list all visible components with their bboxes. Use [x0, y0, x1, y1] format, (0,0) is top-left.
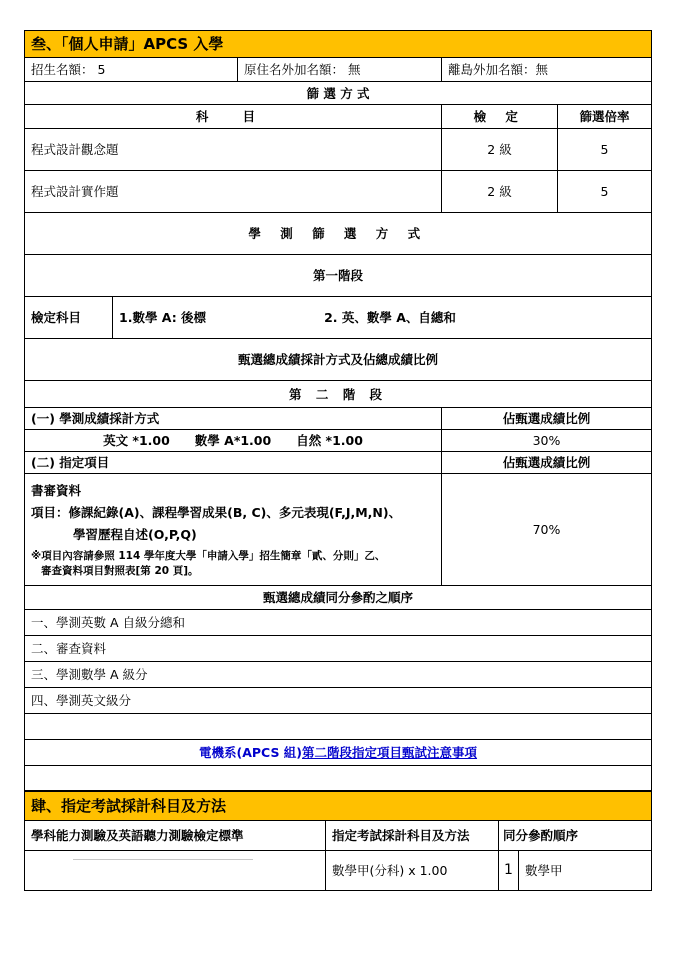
island-quota: 離島外加名額：無 [442, 58, 652, 82]
order-num: 1 [499, 851, 519, 891]
list-item [25, 610, 652, 636]
part1-ratio: 30% [442, 430, 652, 452]
review-title: 書審資料 [31, 483, 82, 498]
exam-col-2: 指定考試採計科目及方法 [326, 821, 499, 851]
stage2-title: 第 二 階 段 [25, 381, 652, 408]
weights: 英文 *1.00 數學 A*1.00 自然 *1.00 [25, 430, 442, 452]
enroll-quota: 招生名額： 5 [25, 58, 238, 82]
blank-row-2 [25, 766, 652, 791]
section4-title: 肆、指定考試採計科目及方法 [25, 792, 652, 821]
notice-link[interactable] [199, 745, 477, 760]
check-item-2: 2. 英、數學 A、自總和 [324, 310, 456, 325]
stage1-title: 第一階段 [25, 255, 652, 297]
ratio-header-2: 佔甄選成績比例 [442, 452, 652, 474]
tie-title: 甄選總成績同分參酌之順序 [25, 586, 652, 610]
table-row [25, 171, 652, 213]
admission-sheet [24, 30, 651, 891]
gsat-title: 學 測 篩 選 方 式 [25, 213, 652, 255]
order-subject: 數學甲 [519, 851, 652, 891]
check-label: 檢定科目 [25, 297, 113, 339]
blank-row [25, 714, 652, 740]
ratio-cell: 5 [558, 129, 652, 171]
aboriginal-quota: 原住名外加名額： 無 [238, 58, 442, 82]
tie-item: 四、學測英文級分 [25, 688, 652, 714]
tie-item: 二、審查資料 [25, 636, 652, 662]
table-row [25, 129, 652, 171]
review-cell [25, 474, 442, 586]
list-item [25, 636, 652, 662]
part2-label: (二) 指定項目 [25, 452, 442, 474]
review-items-1: 項目：修課紀錄(A)、課程學習成果(B, C)、多元表現(F,J,M,N)、 [31, 505, 402, 520]
apcs-table [24, 30, 652, 791]
subject-cell: 程式設計觀念題 [25, 129, 442, 171]
review-note-2: 審查資料項目對照表[第 20 頁]。 [41, 565, 199, 577]
level-cell: 2 級 [442, 129, 558, 171]
ratio-header: 佔甄選成績比例 [442, 408, 652, 430]
col-check: 檢 定 [442, 105, 558, 129]
col-ratio: 篩選倍率 [558, 105, 652, 129]
exam-cell: 數學甲(分科) x 1.00 [326, 851, 499, 891]
list-item [25, 662, 652, 688]
tie-item: 一、學測英數 A 自級分總和 [25, 610, 652, 636]
review-note-1: ※項目內容請參照 114 學年度大學「申請入學」招生簡章「貳、分則」乙、 [31, 550, 386, 562]
standard-divider [73, 859, 253, 860]
level-cell: 2 級 [442, 171, 558, 213]
notice-link-cell [25, 740, 652, 766]
ratio-cell: 5 [558, 171, 652, 213]
notice-link-prefix: 電機系(APCS 組) [198, 745, 303, 760]
exam-col-1: 學科能力測驗及英語聽力測驗檢定標準 [25, 821, 326, 851]
review-items-2: 學習歷程自述(O,P,Q) [73, 527, 197, 542]
col-subject: 科 目 [25, 105, 442, 129]
notice-link-text: 第二階段指定項目甄試注意事項 [302, 745, 478, 760]
tie-item: 三、學測數學 A 級分 [25, 662, 652, 688]
section3-title: 叁、「個人申請」APCS 入學 [25, 31, 652, 58]
score-method-title: 甄選總成績採計方式及佔總成績比例 [25, 339, 652, 381]
standard-cell [25, 851, 326, 891]
list-item [25, 688, 652, 714]
table-row [25, 851, 652, 891]
part1-label: (一) 學測成績採計方式 [25, 408, 442, 430]
check-item-1: 1.數學 A: 後標 [119, 310, 207, 325]
part2-ratio: 70% [442, 474, 652, 586]
exam-table [24, 791, 652, 891]
check-items [113, 297, 652, 339]
subject-cell: 程式設計實作題 [25, 171, 442, 213]
exam-col-3: 同分參酌順序 [499, 821, 652, 851]
screening-title: 篩 選 方 式 [25, 82, 652, 105]
